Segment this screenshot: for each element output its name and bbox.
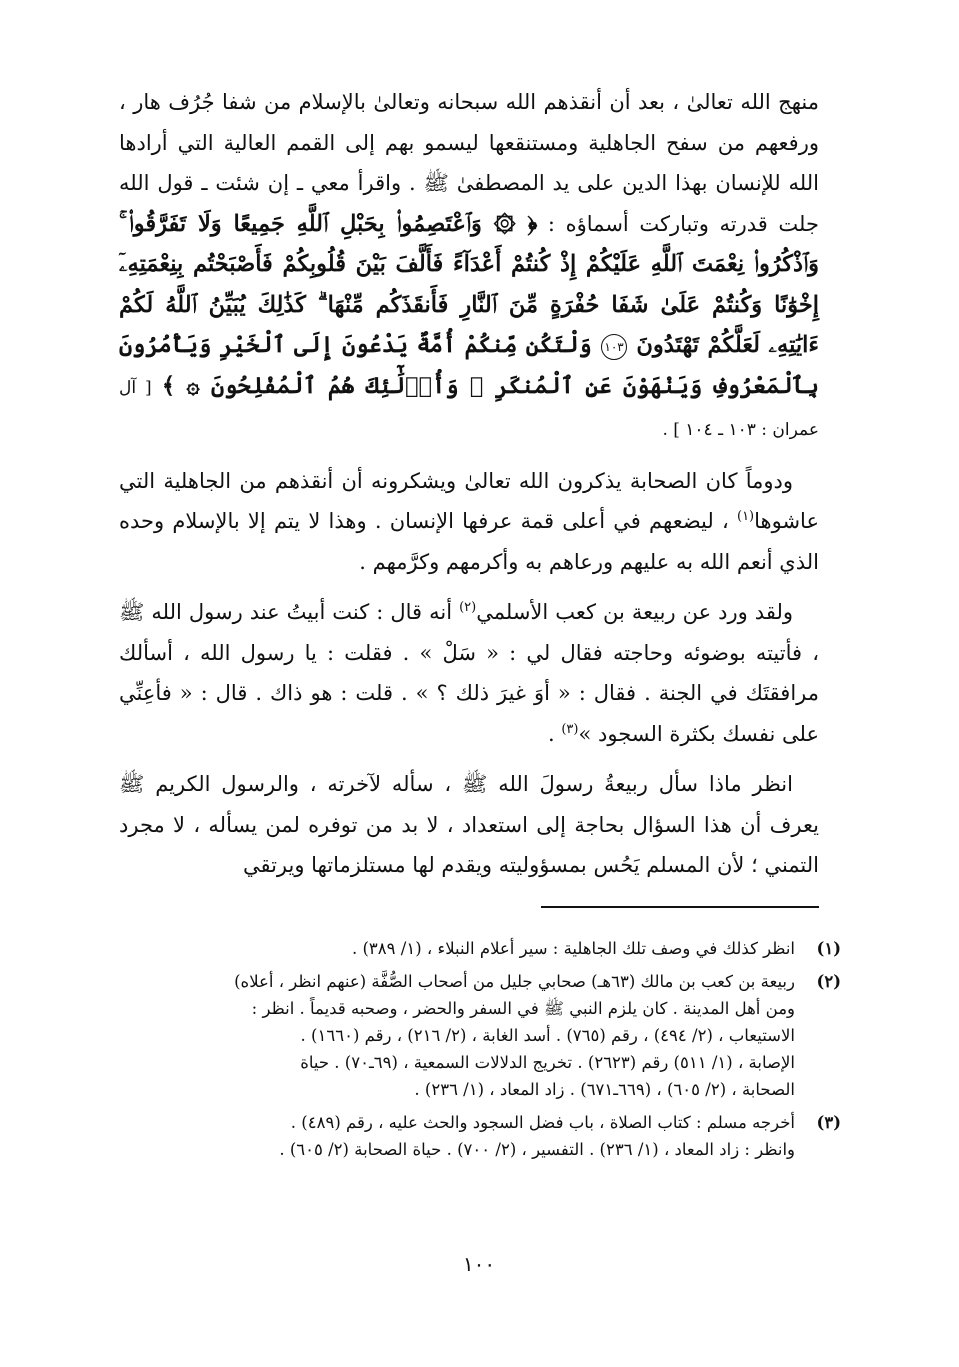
footnote-2-line: الاستيعاب ، (٢/ ٤٩٤) ، رقم (٧٦٥) . أسد الغابة ، (٢/ ٢١٦) ، رقم (١٦٦٠) . xyxy=(300,1026,795,1045)
paragraph-4 xyxy=(119,764,819,886)
footnote-2-body xyxy=(119,968,795,1103)
footnote-2-number: (٢) xyxy=(816,972,841,991)
paragraph-3-text-a: ولقد ورد عن ربيعة بن كعب الأسلمي xyxy=(476,600,793,624)
quran-verse-103: ﴿ ۞ وَٱعْتَصِمُوا۟ بِحَبْلِ ٱللَّهِ جَمِيعًا وَلَا تَفَرَّقُوا۟ ۚ وَٱذْكُرُوا۟ نِعْمَتَ ٱللَّهِ عَلَيْكُمْ إِذْ كُنتُمْ أَعْدَآءً فَأَلَّفَ بَيْنَ قُلُوبِكُمْ فَأَصْبَحْتُم بِنِعْمَتِهِۦٓ إِخْوَٰنًا وَكُنتُمْ عَلَىٰ شَفَا حُفْرَةٍ مِّنَ ٱلنَّارِ فَأَنقَذَكُم مِّنْهَا ۗ كَذَٰلِكَ يُبَيِّنُ ٱللَّهُ لَكُمْ ءَايَٰتِهِۦ لَعَلَّكُمْ تَهْتَدُونَ xyxy=(119,210,819,358)
paragraph-1 xyxy=(119,82,819,451)
paragraph-3 xyxy=(119,592,819,754)
main-text xyxy=(119,82,819,886)
footnote-3-body xyxy=(119,1109,795,1163)
paragraph-3-text-b: أنه قال : كنت أبيتُ عند رسول الله ﷺ ، فأتيته بوضوئه وحاجته فقال لي : « سَلْ » . فقلت : يا رسول الله ، أسألك مرافقتَك في الجنة . فقال : « أوَ غيرَ ذلك ؟ » . قلت : هو ذاك . قال : « فأعِنِّي على نفسك بكثرة السجود » xyxy=(119,600,819,746)
footnote-3-number: (٣) xyxy=(816,1113,841,1132)
footnote-2 xyxy=(119,968,841,1103)
footnote-ref-3: (٣) xyxy=(561,721,579,737)
footnote-2-line: ربيعة بن كعب بن مالك (٦٣هـ) صحابي جليل من أصحاب الصُّفَّة (عنهم انظر ، أعلاه) xyxy=(234,972,795,991)
footnote-ref-1: (١) xyxy=(736,509,755,524)
page-number: ١٠٠ xyxy=(462,1252,496,1276)
quran-verse-104: وَلْتَكُن مِّنكُمْ أُمَّةٌ يَدْعُونَ إِلَى ٱلْخَيْرِ وَيَأْمُرُونَ بِٱلْمَعْرُوفِ وَيَنْهَوْنَ عَنِ ٱلْمُنكَرِ ۚ وَأُو۟لَٰٓئِكَ هُمُ ٱلْمُفْلِحُونَ ۞ ﴾ xyxy=(119,332,819,399)
footnote-2-line: الإصابة ، (١/ ٥١١) رقم (٢٦٢٣) . تخريج الدلالات السمعية ، (٦٩ـ٧٠) . حياة xyxy=(300,1053,795,1072)
paragraph-2-text-b: ، ليضعهم في أعلى قمة عرفها الإنسان . وهذا لا يتم إلا بالإسلام وحده الذي أنعم الله به عليهم ورعاهم به وأكرمهم وكرَّمهم . xyxy=(119,509,819,574)
quran-reference: [ آل عمران : ١٠٣ ـ ١٠٤ ] . xyxy=(119,377,819,440)
footnote-3 xyxy=(119,1109,841,1163)
footnote-ref-2: (٢) xyxy=(459,600,477,615)
paragraph-2-text-a: ودوماً كان الصحابة يذكرون الله تعالىٰ ويشكرونه أن أنقذهم من الجاهلية التي عاشوها xyxy=(119,468,819,533)
footnote-1-body xyxy=(119,935,795,962)
footnote-1-line: انظر كذلك في وصف تلك الجاهلية : سير أعلام النبلاء ، (١/ ٣٨٩) . xyxy=(351,939,795,958)
footnote-2-line: الصحابة ، (٢/ ٦٠٥) ، (٦٦٩ـ٦٧١) . زاد المعاد ، (١/ ٢٣٦) . xyxy=(414,1080,795,1099)
footnote-1 xyxy=(119,935,841,962)
footnote-divider xyxy=(541,906,819,908)
paragraph-2 xyxy=(119,461,819,583)
footnote-3-line: أخرجه مسلم : كتاب الصلاة ، باب فضل السجود والحث عليه ، رقم (٤٨٩) . xyxy=(290,1113,795,1132)
footnote-1-number: (١) xyxy=(816,939,841,958)
ayah-number-marker: ١٠٣ xyxy=(601,334,627,360)
paragraph-3-end: . xyxy=(547,721,555,746)
footnote-2-line: ومن أهل المدينة . كان يلزم النبي ﷺ في السفر والحضر ، وصحبه قديماً . انظر : xyxy=(251,999,795,1018)
paragraph-4-text: انظر ماذا سأل ربيعةُ رسولَ الله ﷺ ، سأله لآخرته ، والرسول الكريم ﷺ يعرف أن هذا السؤال بحاجة إلى استعداد ، لا بد من توفره لمن يسأله ، لا مجرد التمني ؛ لأن المسلم يَحُس بمسؤوليته ويقدم لها مستلزماتها ويرتقي xyxy=(119,772,819,877)
footnote-3-line: وانظر : زاد المعاد ، (١/ ٢٣٦) . التفسير ، (٢/ ٧٠٠) . حياة الصحابة (٢/ ٦٠٥) . xyxy=(279,1140,795,1159)
paragraph-1-intro: منهج الله تعالىٰ ، بعد أن أنقذهم الله سبحانه وتعالىٰ بالإسلام من شفا جُرُف هار ، ورفعهم من سفح الجاهلية ومستنقعها ليسمو بهم إلى القمم العالية التي أرادها الله للإنسان بهذا الدين على يد المصطفىٰ ﷺ . واقرأ معي ـ إن شئت ـ قول الله جلت قدرته وتباركت أسماؤه : xyxy=(119,90,819,236)
footnotes xyxy=(119,935,841,1169)
